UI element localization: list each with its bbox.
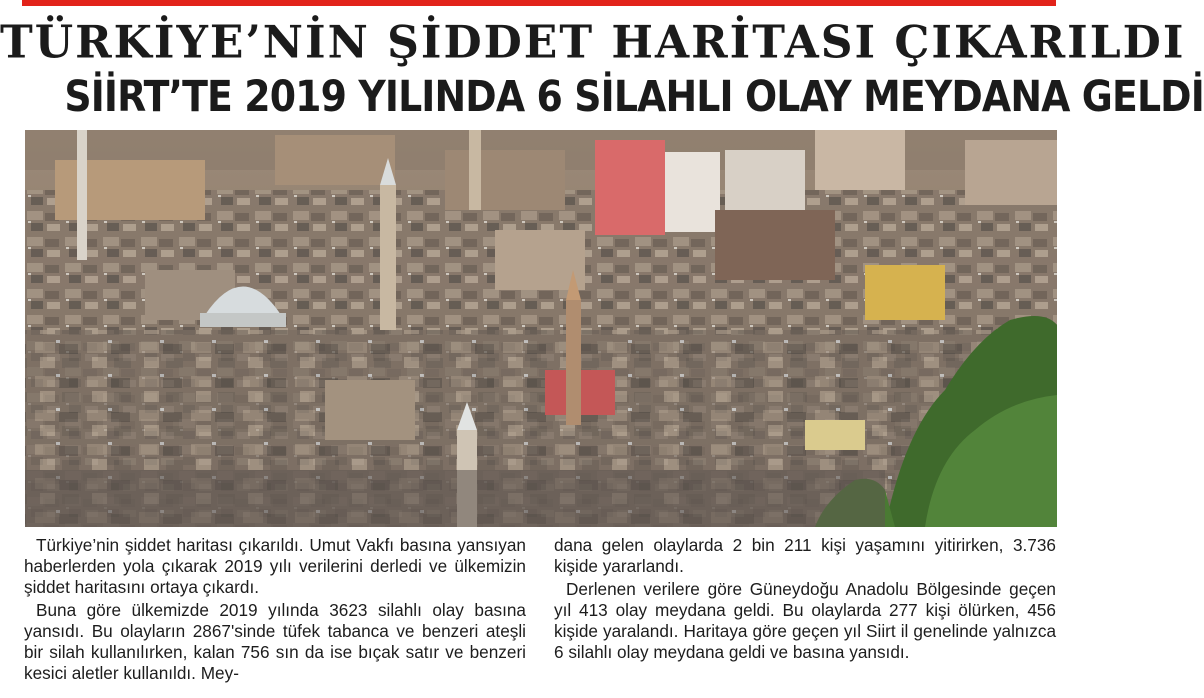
- paragraph: Derlenen verilere göre Güneydoğu Anadolu Bölgesinde geçen yıl 413 olay meydana geldi. Bu olaylarda 277 kişi ölürken, 456 kişide yaralandı. Haritaya göre geçen yıl Siirt il genelinde yalnızca 6 silahlı olay meydana geldi ve basına yansıdı.: [554, 579, 1056, 662]
- article-body: [24, 535, 1056, 698]
- article-column-right: [554, 535, 1056, 665]
- article-column-left: [24, 535, 526, 686]
- headline-line-1: TÜRKİYE’NİN ŞİDDET HARİTASI ÇIKARILDI: [0, 16, 1186, 69]
- paragraph: Türkiye’nin şiddet haritası çıkarıldı. Umut Vakfı basına yansıyan haberlerden yola çıkarak 2019 yılı verilerini derledi ve ülkemizin şiddet haritasını ortaya çıkardı.: [24, 535, 526, 597]
- paragraph: Buna göre ülkemizde 2019 yılında 3623 silahlı olay basına yansıdı. Bu olayların 2867'sinde tüfek tabanca ve benzeri ateşli bir silah kullanılırken, kalan 756 sın da ise bıçak satır ve benzeri kesici aletler kullanıldı. Mey-: [24, 600, 526, 683]
- headline-line-2: SİİRT’TE 2019 YILINDA 6 SİLAHLI OLAY MEYDANA GELDİ: [64, 72, 1204, 122]
- paragraph: dana gelen olaylarda 2 bin 211 kişi yaşamını yitirirken, 3.736 kişide yararlandı.: [554, 535, 1056, 576]
- city-panorama-photo: [25, 130, 1057, 527]
- top-accent-rule: [22, 0, 1056, 6]
